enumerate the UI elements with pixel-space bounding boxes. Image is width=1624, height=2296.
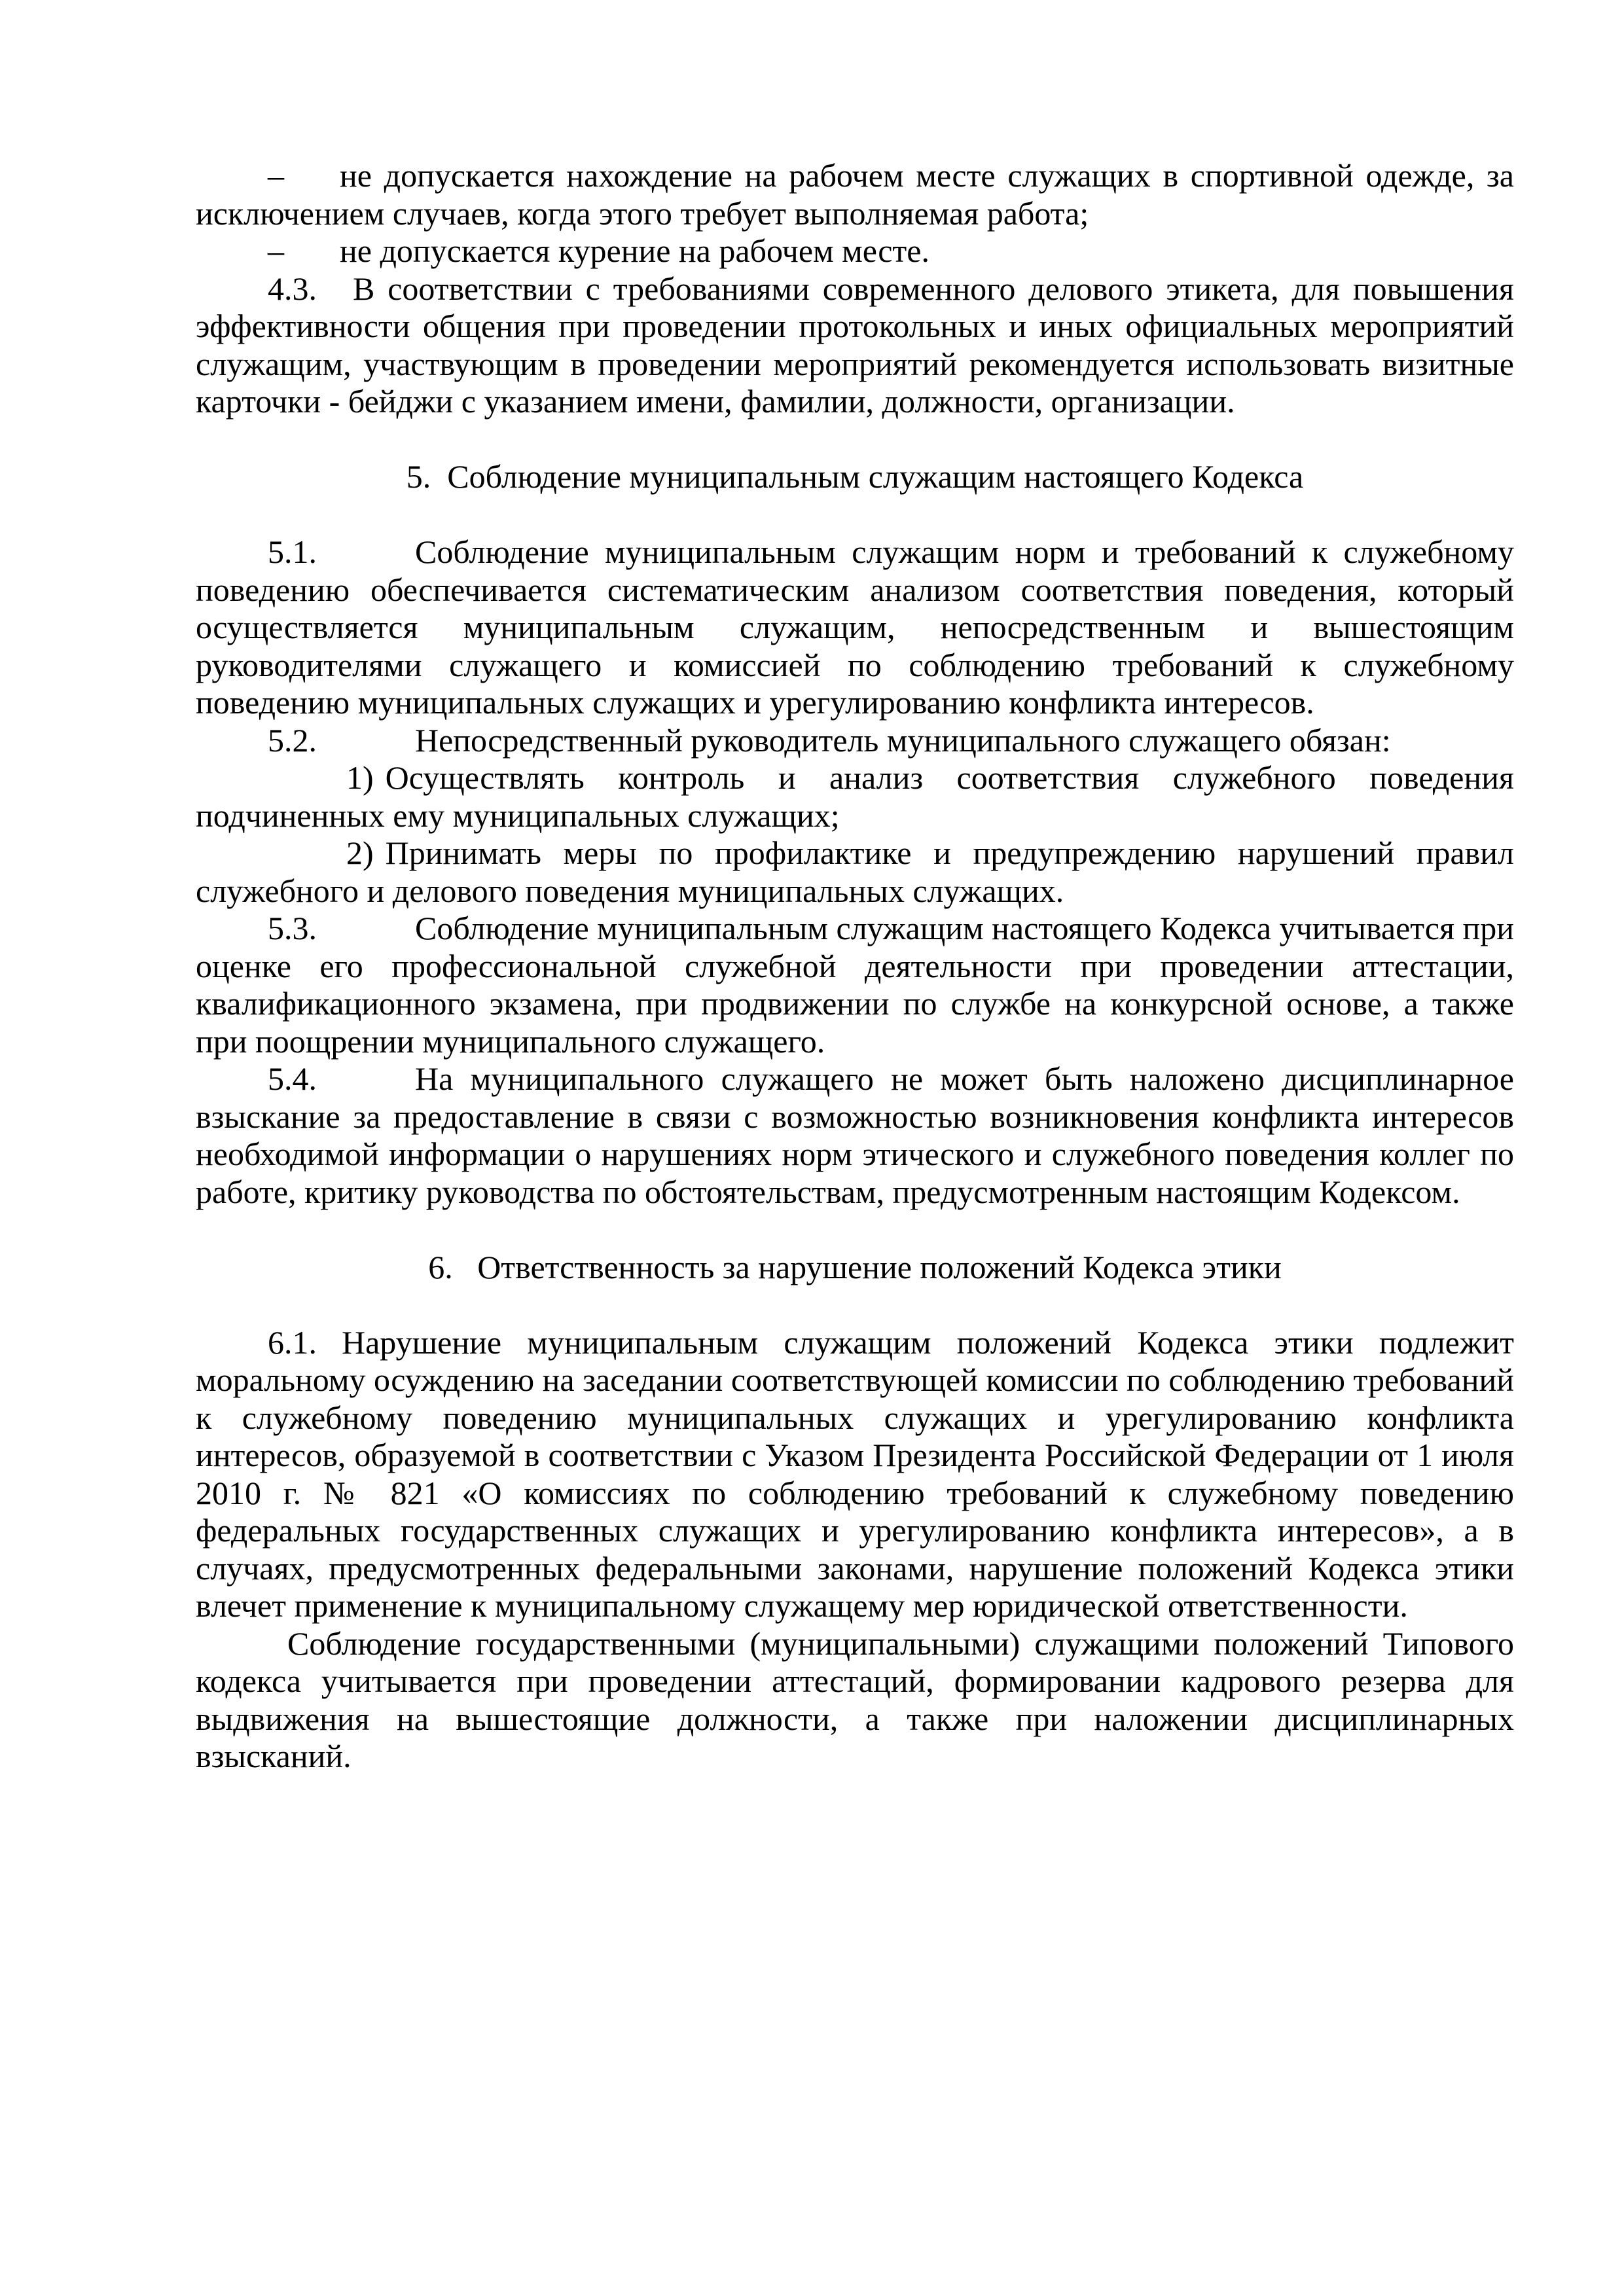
- bullet-dash-marker: –: [268, 157, 284, 194]
- paragraph-5-1: [196, 533, 1514, 722]
- paragraph-text: Непосредственный руководитель муниципального служащего обязан:: [415, 721, 1391, 759]
- bullet-item-text: не допускается нахождение на рабочем месте служащих в спортивной одежде, за исключением случаев, когда этого требует выполняемая работа;: [196, 157, 1514, 232]
- bullet-item-text: не допускается курение на рабочем месте.: [340, 232, 929, 269]
- paragraph-number: 4.3.: [268, 270, 317, 307]
- section-5-heading: 5. Соблюдение муниципальным служащим настоящего Кодекса: [406, 458, 1304, 495]
- tab-spacer: [317, 562, 415, 563]
- list-item-number: 1): [346, 759, 374, 796]
- closing-paragraph: [196, 1625, 1514, 1776]
- tab-spacer: [374, 788, 386, 789]
- bullet-item-smoking: [196, 232, 1514, 270]
- tab-spacer: [317, 299, 353, 300]
- paragraph-5-3: [196, 910, 1514, 1060]
- numbered-list-item-1: [196, 759, 1514, 834]
- bullet-item-sport-clothes: [196, 157, 1514, 232]
- paragraph-text: Нарушение муниципальным служащим положений Кодекса этики подлежит моральному осуждению на заседании соответствующей комиссии по соблюдению требований к служебному поведению муниципальных служащих и урегулированию конфликта интересов, образуемой в соответствии с Указом Президента Российской Федерации от 1 июля 2010 г. № 821 «О комиссиях по соблюдению требований к служебному поведению федеральных государственных служащих и урегулированию конфликта интересов», а в случаях, предусмотренных федеральными законами, нарушение положений Кодекса этики влечет применение к муниципальному служащему мер юридической ответственности.: [196, 1323, 1514, 1624]
- tab-spacer: [317, 1353, 342, 1354]
- paragraph-4-3: [196, 270, 1514, 421]
- paragraph-5-4: [196, 1060, 1514, 1211]
- paragraph-number: 5.3.: [268, 910, 317, 946]
- paragraph-5-2: [196, 722, 1514, 760]
- paragraph-number: 5.1.: [268, 533, 317, 570]
- tab-spacer: [317, 1089, 415, 1090]
- paragraph-text: Соблюдение государственными (муниципальными) служащими положений Типового кодекса учитывается при проведении аттестаций, формировании кадрового резерва для выдвижения на вышестоящие должности, а также при наложении дисциплинарных взысканий.: [196, 1624, 1514, 1774]
- numbered-list-item-2: [196, 834, 1514, 910]
- tab-spacer: [284, 186, 340, 187]
- list-item-number: 2): [346, 834, 374, 871]
- paragraph-text: На муниципального служащего не может быть наложено дисциплинарное взыскание за предоставление в связи с возможностью возникновения конфликта интересов необходимой информации о нарушениях норм этического и служебного поведения коллег по работе, критику руководства по обстоятельствам, предусмотренным настоящим Кодексом.: [196, 1060, 1514, 1210]
- paragraph-number: 5.2.: [268, 721, 317, 759]
- bullet-dash-marker: –: [268, 232, 284, 269]
- list-item-text: Принимать меры по профилактике и предупреждению нарушений правил служебного и делового поведения муниципальных служащих.: [196, 834, 1514, 909]
- paragraph-6-1: [196, 1324, 1514, 1625]
- list-item-text: Осуществлять контроль и анализ соответствия служебного поведения подчиненных ему муниципальных служащих;: [196, 759, 1514, 834]
- paragraph-text: Соблюдение муниципальным служащим настоящего Кодекса учитывается при оценке его профессиональной служебной деятельности при проведении аттестации, квалификационного экзамена, при продвижении по службе на конкурсной основе, а также при поощрении муниципального служащего.: [196, 910, 1514, 1060]
- section-6-heading: 6. Ответственность за нарушение положений Кодекса этики: [428, 1248, 1282, 1285]
- paragraph-number: 5.4.: [268, 1060, 317, 1097]
- paragraph-number: 6.1.: [268, 1323, 317, 1361]
- paragraph-text: Соблюдение муниципальным служащим норм и требований к служебному поведению обеспечивается систематическим анализом соответствия поведения, который осуществляется муниципальным служащим, непосредственным и вышестоящим руководителями служащего и комиссией по соблюдению требований к служебному поведению муниципальных служащих и урегулированию конфликта интересов.: [196, 533, 1514, 721]
- tab-spacer: [284, 261, 340, 262]
- tab-spacer: [374, 863, 386, 864]
- paragraph-text: В соответствии с требованиями современного делового этикета, для повышения эффективности общения при проведении протокольных и иных официальных мероприятий служащим, участвующим в проведении мероприятий рекомендуется использовать визитные карточки - бейджи с указанием имени, фамилии, должности, организации.: [196, 270, 1514, 420]
